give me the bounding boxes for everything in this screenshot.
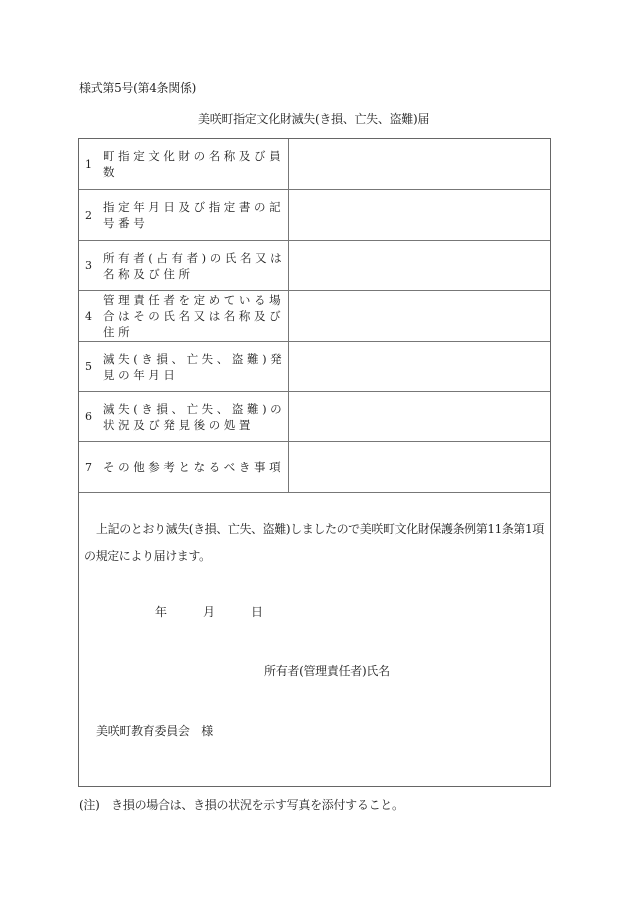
- row-label: 滅失(き損、亡失、盗難)発見の年月日: [103, 351, 286, 382]
- owner-signature-label: 所有者(管理責任者)氏名: [264, 664, 390, 678]
- addressee: 美咲町教育委員会 様: [96, 724, 214, 738]
- row-number: 1: [85, 157, 92, 171]
- row-label-cell: [79, 241, 289, 290]
- row-value-field[interactable]: [289, 442, 550, 492]
- row-label: その他参考となるべき事項: [103, 460, 285, 474]
- table-row: [79, 342, 550, 392]
- form-number: 様式第5号(第4条関係): [79, 81, 197, 95]
- date-line[interactable]: 年 月 日: [155, 605, 264, 619]
- declaration-line-1: 上記のとおり滅失(き損、亡失、盗難)しましたので美咲町文化財保護条例第11条第1項: [96, 522, 544, 536]
- row-number: 3: [85, 259, 92, 272]
- row-value-field[interactable]: [289, 241, 550, 290]
- row-label: 指定年月日及び指定書の記号番号: [103, 200, 285, 230]
- row-number: 5: [85, 360, 92, 373]
- row-number: 2: [85, 208, 92, 222]
- form-frame: [78, 138, 551, 787]
- table-row: [79, 442, 550, 493]
- row-label-cell: [79, 342, 289, 391]
- declaration-line-2: の規定により届けます。: [84, 549, 211, 563]
- row-number: 7: [85, 460, 92, 474]
- row-label: 管理責任者を定めている場合はその氏名又は名称及び住所: [103, 293, 285, 339]
- row-value-field[interactable]: [289, 392, 550, 441]
- row-value-field[interactable]: [289, 190, 550, 240]
- row-value-field[interactable]: [289, 139, 550, 189]
- row-number: 6: [85, 410, 92, 423]
- table-row: [79, 139, 550, 190]
- table-row: [79, 241, 550, 291]
- row-label-cell: [79, 139, 289, 189]
- document-title: 美咲町指定文化財滅失(き損、亡失、盗難)届: [198, 112, 430, 126]
- table-row: [79, 190, 550, 241]
- row-label: 町指定文化財の名称及び員数: [103, 149, 285, 179]
- row-label-cell: [79, 392, 289, 441]
- table-row: [79, 291, 550, 342]
- row-label-cell: [79, 442, 289, 492]
- row-value-field[interactable]: [289, 291, 550, 341]
- table-row: [79, 392, 550, 442]
- row-label-cell: [79, 190, 289, 240]
- row-label-cell: [79, 291, 289, 341]
- row-label: 滅失(き損、亡失、盗難)の状況及び発見後の処置: [103, 401, 286, 432]
- footnote: (注) き損の場合は、き損の状況を示す写真を添付すること。: [79, 798, 404, 812]
- row-number: 4: [85, 309, 92, 323]
- row-label: 所有者(占有者)の氏名又は名称及び住所: [103, 250, 286, 281]
- row-value-field[interactable]: [289, 342, 550, 391]
